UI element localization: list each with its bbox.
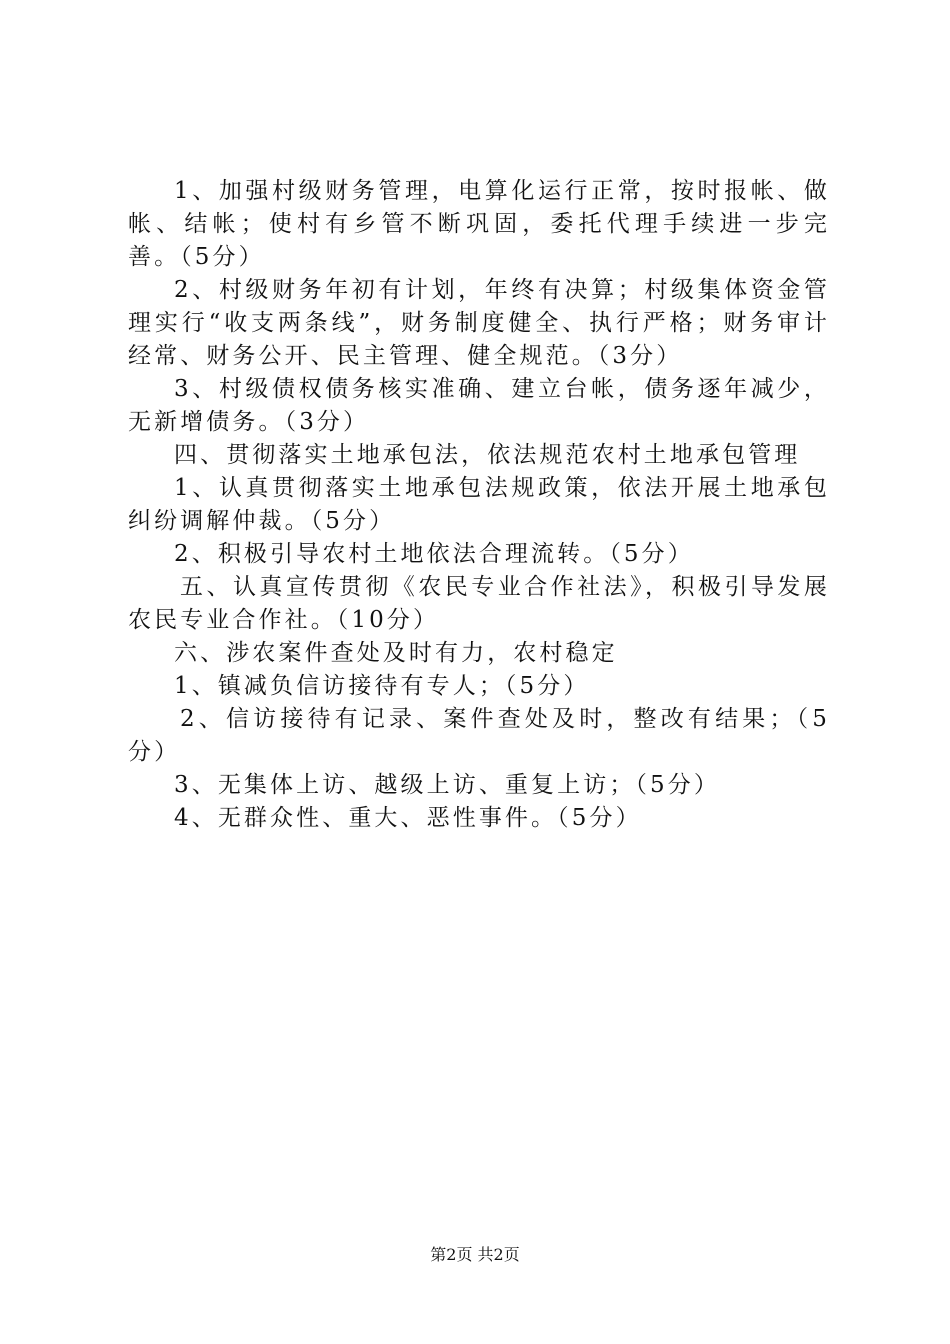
section-heading-cooperative: 五、认真宣传贯彻《农民专业合作社法》，积极引导发展农民专业合作社。（10分） <box>128 574 830 633</box>
paragraph-cases-item-4: 4、无群众性、重大、恶性事件。（5分） <box>174 805 642 831</box>
paragraph-finance-item-3: 3、村级债权债务核实准确、建立台帐，债务逐年减少，无新增债务。（3分） <box>128 376 830 435</box>
section-heading-cases: 六、涉农案件查处及时有力，农村稳定 <box>174 640 618 666</box>
page-footer <box>0 1244 950 1266</box>
paragraph-finance-item-2: 2、村级财务年初有计划，年终有决算；村级集体资金管理实行“收支两条线”，财务制度健全、执行严格；财务审计经常、财务公开、民主管理、健全规范。（3分） <box>128 277 830 369</box>
section-heading-land-contract: 四、贯彻落实土地承包法，依法规范农村土地承包管理 <box>174 442 801 468</box>
paragraph-cases-item-3: 3、无集体上访、越级上访、重复上访；（5分） <box>174 772 720 798</box>
paragraph-land-item-1: 1、认真贯彻落实土地承包法规政策，依法开展土地承包纠纷调解仲裁。（5分） <box>128 475 830 534</box>
paragraph-cases-item-2: 2、信访接待有记录、案件查处及时，整改有结果；（5分） <box>128 706 830 765</box>
document-body <box>128 175 830 835</box>
paragraph-land-item-2: 2、积极引导农村土地依法合理流转。（5分） <box>174 541 694 567</box>
paragraph-cases-item-1: 1、镇减负信访接待有专人；（5分） <box>174 673 590 699</box>
page-number-indicator: 第2页 共2页 <box>430 1245 520 1264</box>
paragraph-finance-item-1: 1、加强村级财务管理，电算化运行正常，按时报帐、做帐、结帐；使村有乡管不断巩固，委托代理手续进一步完善。（5分） <box>128 178 830 270</box>
